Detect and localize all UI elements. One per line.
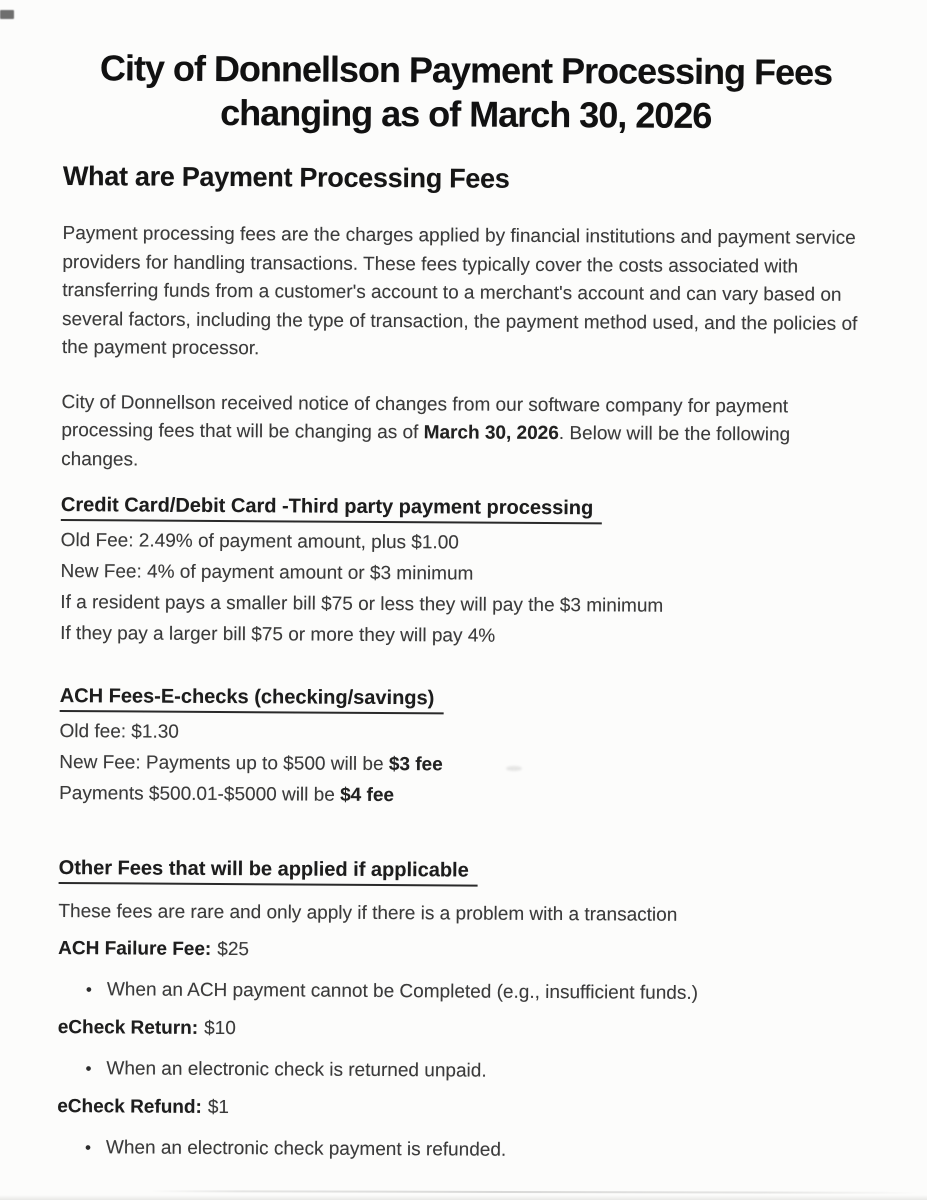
what-are-fees-heading: What are Payment Processing Fees — [62, 161, 510, 194]
credit-card-large-bill-rule: If they pay a larger bill $75 or more they will pay 4% — [60, 623, 496, 647]
ach-heading-text: ACH Fees-E-checks (checking/savings) — [60, 683, 444, 714]
echeck-return-bullet — [85, 1057, 862, 1086]
echeck-refund-amount: $1 — [207, 1096, 230, 1119]
ach-old-fee: Old fee: $1.30 — [59, 721, 179, 743]
bullet-icon: • — [84, 1138, 92, 1158]
echeck-refund-detail: When an electronic check payment is refunded. — [105, 1137, 507, 1161]
credit-card-new-fee: New Fee: 4% of payment amount or $3 minimum — [60, 561, 474, 585]
ach-failure-fee-line — [58, 937, 863, 966]
echeck-return-amount: $10 — [204, 1017, 236, 1040]
echeck-refund-label: eCheck Refund: — [57, 1096, 202, 1118]
other-fees-section-heading — [59, 855, 864, 889]
other-fees-heading-text: Other Fees that will be applied if applicable — [59, 855, 478, 887]
credit-card-section — [60, 492, 866, 650]
other-fees-intro: These fees are rare and only apply if there is a problem with a transaction — [58, 901, 678, 926]
document-title-line-1: City of Donnellson Payment Processing Fees — [99, 47, 833, 93]
notice-text-before: City of Donnellson received notice of changes from our software company for payment processing fees that will be changing as of — [61, 391, 789, 444]
notice-paragraph — [61, 389, 867, 479]
ach-failure-fee-detail: When an ACH payment cannot be Completed (e.g., insufficient funds.) — [106, 979, 699, 1004]
ach-new-fee-tier1 — [59, 751, 864, 779]
ach-section — [59, 683, 865, 810]
ach-section-heading — [60, 683, 865, 717]
ach-new-fee-amount: $3 fee — [388, 754, 443, 776]
ach-new-fee-tier2 — [59, 782, 864, 810]
other-fees-section — [57, 855, 864, 1165]
echeck-return-label: eCheck Return: — [57, 1017, 199, 1039]
echeck-refund-bullet — [85, 1136, 862, 1165]
ach-new-fee-text: New Fee: Payments up to $500 will be — [59, 752, 389, 776]
ach-tier2-amount: $4 fee — [340, 784, 395, 807]
document-title-line-2: changing as of March 30, 2026 — [220, 91, 712, 136]
ach-failure-fee-label: ACH Failure Fee: — [58, 938, 212, 960]
scan-page-edge-shadow — [0, 1195, 927, 1200]
notice-text-after: . Below will be the following changes. — [61, 423, 791, 470]
bullet-icon: • — [85, 1059, 92, 1079]
credit-card-section-heading — [61, 492, 866, 526]
effective-date: March 30, 2026 — [423, 422, 559, 445]
credit-card-heading-text: Credit Card/Debit Card -Third party payment processing — [61, 492, 602, 524]
echeck-return-detail: When an electronic check is returned unpaid. — [106, 1058, 487, 1082]
credit-card-old-fee: Old Fee: 2.49% of payment amount, plus $1.00 — [60, 530, 459, 554]
intro-paragraph: Payment processing fees are the charges applied by financial institutions and payment service providers for handling transactions. These fees typically cover the costs associated with transferring funds from a customer's account to a merchant's account and can vary based on several factors, including the type of transaction, the payment method used, and the policies of the payment processor. — [61, 223, 858, 360]
echeck-refund-fee-line — [57, 1095, 862, 1124]
scan-page-edge-line — [150, 1190, 919, 1194]
credit-card-small-bill-rule: If a resident pays a smaller bill $75 or less they will pay the $3 minimum — [60, 592, 664, 617]
document-title — [63, 46, 869, 139]
bullet-icon: • — [85, 980, 92, 1000]
echeck-return-fee-line — [58, 1016, 863, 1045]
ach-failure-fee-amount: $25 — [217, 938, 250, 961]
ach-failure-fee-bullet — [86, 978, 863, 1007]
ach-tier2-text: Payments $500.01-$5000 will be — [59, 783, 341, 806]
